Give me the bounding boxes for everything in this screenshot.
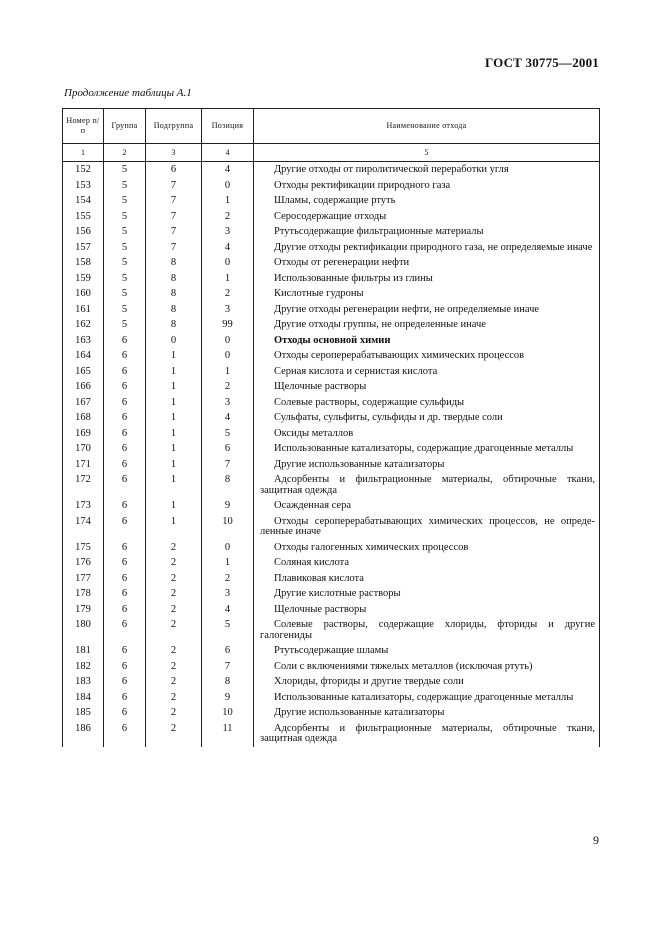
row-number-cell: 171: [63, 457, 104, 473]
waste-name-text: Отходы сероперерабатывающих химических процессов: [274, 350, 525, 361]
row-position-cell: 6: [202, 643, 254, 659]
row-subgroup-cell: 8: [146, 255, 202, 271]
row-position-cell: 1: [202, 364, 254, 380]
row-waste-name-cell: [254, 255, 600, 271]
row-group-cell: 6: [104, 472, 146, 498]
row-waste-name-cell: [254, 224, 600, 240]
row-position-cell: 2: [202, 209, 254, 225]
table-row: [63, 571, 600, 587]
row-position-cell: 7: [202, 457, 254, 473]
table-row: [63, 617, 600, 643]
row-position-cell: 11: [202, 721, 254, 747]
waste-name-text: Щелочные растворы: [274, 381, 367, 392]
row-subgroup-cell: 1: [146, 395, 202, 411]
waste-name-text: Другие отходы группы, не определенные иначе: [274, 319, 486, 330]
waste-name-text: Плавиковая кислота: [274, 572, 364, 584]
table-row: [63, 555, 600, 571]
column-number: 5: [254, 144, 600, 162]
table-row: [63, 193, 600, 209]
row-waste-name-cell: [254, 555, 600, 571]
row-subgroup-cell: 2: [146, 659, 202, 675]
row-subgroup-cell: 2: [146, 602, 202, 618]
row-position-cell: 3: [202, 586, 254, 602]
table-row: [63, 410, 600, 426]
row-waste-name-cell: [254, 472, 600, 498]
table-row: [63, 286, 600, 302]
row-subgroup-cell: 7: [146, 224, 202, 240]
row-number-cell: 178: [63, 586, 104, 602]
row-group-cell: 6: [104, 410, 146, 426]
row-waste-name-cell: [254, 602, 600, 618]
row-position-cell: 5: [202, 426, 254, 442]
row-group-cell: 6: [104, 586, 146, 602]
row-waste-name-cell: [254, 457, 600, 473]
row-number-cell: 174: [63, 514, 104, 540]
waste-name-text: Использованные катализаторы, содержащие драгоценные металлы: [274, 443, 574, 454]
row-group-cell: 5: [104, 302, 146, 318]
waste-name-text: Отходы галогенных химических процессов: [274, 541, 469, 553]
row-waste-name-cell: [254, 690, 600, 706]
row-position-cell: 4: [202, 162, 254, 178]
row-group-cell: 5: [104, 162, 146, 178]
row-group-cell: 6: [104, 643, 146, 659]
row-number-cell: 180: [63, 617, 104, 643]
row-waste-name-cell: [254, 240, 600, 256]
row-number-cell: 161: [63, 302, 104, 318]
row-waste-name-cell: [254, 643, 600, 659]
header-group: Группа: [104, 109, 146, 144]
row-group-cell: 5: [104, 317, 146, 333]
row-group-cell: 6: [104, 395, 146, 411]
row-waste-name-cell: [254, 721, 600, 747]
waste-name-text: Отходы от регенерации нефти: [274, 257, 410, 268]
row-waste-name-cell: [254, 317, 600, 333]
table-row: [63, 705, 600, 721]
table-row: [63, 162, 600, 178]
row-position-cell: 10: [202, 514, 254, 540]
row-position-cell: 3: [202, 302, 254, 318]
table-row: [63, 302, 600, 318]
waste-name-text: Другие отходы от пиролитической переработки угля: [274, 164, 509, 175]
table-row: [63, 586, 600, 602]
row-group-cell: 5: [104, 224, 146, 240]
row-number-cell: 164: [63, 348, 104, 364]
row-number-cell: 163: [63, 333, 104, 349]
row-waste-name-cell: [254, 659, 600, 675]
row-waste-name-cell: [254, 302, 600, 318]
row-waste-name-cell: [254, 705, 600, 721]
row-position-cell: 4: [202, 240, 254, 256]
row-number-cell: 162: [63, 317, 104, 333]
table-row: [63, 333, 600, 349]
row-number-cell: 153: [63, 178, 104, 194]
waste-name-text: Сульфаты, сульфиты, сульфиды и др. твердые соли: [274, 412, 503, 423]
waste-table: [62, 108, 600, 747]
waste-name-text: Серная кислота и сернистая кислота: [274, 365, 438, 377]
row-position-cell: 8: [202, 674, 254, 690]
row-number-cell: 173: [63, 498, 104, 514]
row-group-cell: 5: [104, 193, 146, 209]
header-number: Номер п/п: [63, 109, 104, 144]
row-group-cell: 6: [104, 379, 146, 395]
page-number: 9: [593, 833, 599, 847]
row-position-cell: 7: [202, 659, 254, 675]
row-subgroup-cell: 2: [146, 586, 202, 602]
waste-name-text: Кислотные гудроны: [274, 288, 364, 299]
row-waste-name-cell: [254, 674, 600, 690]
row-number-cell: 176: [63, 555, 104, 571]
column-number: 2: [104, 144, 146, 162]
waste-name-text: Использованные катализаторы, содержащие драгоценные металлы: [274, 691, 574, 703]
row-number-cell: 181: [63, 643, 104, 659]
row-waste-name-cell: [254, 333, 600, 349]
waste-name-text: Отходы основной химии: [274, 334, 391, 346]
row-subgroup-cell: 7: [146, 240, 202, 256]
table-row: [63, 395, 600, 411]
waste-name-text: Другие отходы регенерации нефти, не определяемые иначе: [274, 303, 540, 315]
table-row: [63, 540, 600, 556]
waste-name-text: Ртутьсодержащие фильтрационные материалы: [274, 226, 484, 237]
row-group-cell: 6: [104, 721, 146, 747]
row-position-cell: 10: [202, 705, 254, 721]
row-waste-name-cell: [254, 193, 600, 209]
row-position-cell: 3: [202, 395, 254, 411]
row-position-cell: 99: [202, 317, 254, 333]
row-group-cell: 6: [104, 364, 146, 380]
row-group-cell: 6: [104, 617, 146, 643]
table-row: [63, 317, 600, 333]
table-row: [63, 643, 600, 659]
row-number-cell: 168: [63, 410, 104, 426]
waste-name-text: Другие отходы ректификации природного газа, не определяемые иначе: [274, 241, 593, 253]
row-position-cell: 0: [202, 255, 254, 271]
row-waste-name-cell: [254, 348, 600, 364]
row-position-cell: 6: [202, 441, 254, 457]
row-subgroup-cell: 2: [146, 617, 202, 643]
row-number-cell: 179: [63, 602, 104, 618]
table-header-row: [63, 109, 600, 144]
column-number: 3: [146, 144, 202, 162]
row-group-cell: 6: [104, 602, 146, 618]
row-subgroup-cell: 7: [146, 193, 202, 209]
column-number: 1: [63, 144, 104, 162]
row-group-cell: 6: [104, 555, 146, 571]
table-body: [63, 162, 600, 747]
row-group-cell: 6: [104, 441, 146, 457]
row-waste-name-cell: [254, 441, 600, 457]
row-position-cell: 1: [202, 193, 254, 209]
row-subgroup-cell: 1: [146, 457, 202, 473]
row-position-cell: 9: [202, 498, 254, 514]
row-number-cell: 157: [63, 240, 104, 256]
row-group-cell: 5: [104, 286, 146, 302]
row-subgroup-cell: 1: [146, 410, 202, 426]
row-waste-name-cell: [254, 426, 600, 442]
waste-name-text: Серосодержащие отходы: [274, 210, 387, 222]
table-row: [63, 224, 600, 240]
table-row: [63, 209, 600, 225]
waste-name-text: Солевые растворы, содержащие хлориды, фториды и другие галогениды: [260, 619, 595, 641]
row-number-cell: 167: [63, 395, 104, 411]
table-row: [63, 426, 600, 442]
row-group-cell: 6: [104, 333, 146, 349]
header-subgroup: Подгруппа: [146, 109, 202, 144]
row-subgroup-cell: 2: [146, 571, 202, 587]
row-subgroup-cell: 1: [146, 514, 202, 540]
table-row: [63, 178, 600, 194]
row-number-cell: 159: [63, 271, 104, 287]
row-waste-name-cell: [254, 379, 600, 395]
table-row: [63, 255, 600, 271]
table-row: [63, 379, 600, 395]
row-subgroup-cell: 8: [146, 286, 202, 302]
row-waste-name-cell: [254, 286, 600, 302]
table-row: [63, 659, 600, 675]
row-number-cell: 156: [63, 224, 104, 240]
row-subgroup-cell: 8: [146, 317, 202, 333]
row-number-cell: 152: [63, 162, 104, 178]
table-row: [63, 674, 600, 690]
waste-name-text: Отходы сероперерабатывающих химических процессов, не определенные иначе: [260, 515, 595, 537]
row-subgroup-cell: 8: [146, 271, 202, 287]
row-number-cell: 165: [63, 364, 104, 380]
row-waste-name-cell: [254, 540, 600, 556]
row-waste-name-cell: [254, 617, 600, 643]
row-group-cell: 6: [104, 690, 146, 706]
row-waste-name-cell: [254, 498, 600, 514]
row-number-cell: 158: [63, 255, 104, 271]
row-group-cell: 6: [104, 457, 146, 473]
row-subgroup-cell: 0: [146, 333, 202, 349]
row-number-cell: 177: [63, 571, 104, 587]
waste-name-text: Адсорбенты и фильтрационные материалы, обтирочные ткани, защитная одежда: [260, 474, 595, 496]
row-waste-name-cell: [254, 571, 600, 587]
row-group-cell: 5: [104, 209, 146, 225]
waste-name-text: Хлориды, фториды и другие твердые соли: [274, 676, 464, 687]
waste-name-text: Адсорбенты и фильтрационные материалы, обтирочные ткани, защитная одежда: [260, 722, 595, 744]
row-group-cell: 6: [104, 348, 146, 364]
row-subgroup-cell: 1: [146, 441, 202, 457]
document-code: ГОСТ 30775—2001: [484, 55, 599, 70]
table-row: [63, 690, 600, 706]
table-row: [63, 514, 600, 540]
row-group-cell: 6: [104, 571, 146, 587]
row-number-cell: 185: [63, 705, 104, 721]
row-position-cell: 0: [202, 348, 254, 364]
row-position-cell: 2: [202, 571, 254, 587]
row-position-cell: 2: [202, 286, 254, 302]
row-group-cell: 5: [104, 255, 146, 271]
row-waste-name-cell: [254, 271, 600, 287]
waste-name-text: Использованные фильтры из глины: [274, 272, 433, 284]
row-position-cell: 1: [202, 555, 254, 571]
row-subgroup-cell: 1: [146, 498, 202, 514]
row-waste-name-cell: [254, 586, 600, 602]
waste-name-text: Другие кислотные растворы: [274, 588, 401, 599]
row-waste-name-cell: [254, 410, 600, 426]
row-waste-name-cell: [254, 395, 600, 411]
row-position-cell: 4: [202, 410, 254, 426]
row-number-cell: 160: [63, 286, 104, 302]
table-row: [63, 498, 600, 514]
row-subgroup-cell: 6: [146, 162, 202, 178]
table-row: [63, 348, 600, 364]
table-row: [63, 457, 600, 473]
table-row: [63, 472, 600, 498]
row-subgroup-cell: 7: [146, 209, 202, 225]
row-subgroup-cell: 8: [146, 302, 202, 318]
row-number-cell: 154: [63, 193, 104, 209]
row-number-cell: 172: [63, 472, 104, 498]
row-group-cell: 5: [104, 240, 146, 256]
waste-name-text: Соляная кислота: [274, 557, 350, 568]
row-group-cell: 5: [104, 178, 146, 194]
row-subgroup-cell: 2: [146, 555, 202, 571]
row-group-cell: 6: [104, 514, 146, 540]
row-number-cell: 166: [63, 379, 104, 395]
row-subgroup-cell: 1: [146, 364, 202, 380]
row-number-cell: 155: [63, 209, 104, 225]
row-number-cell: 183: [63, 674, 104, 690]
row-subgroup-cell: 2: [146, 705, 202, 721]
row-number-cell: 182: [63, 659, 104, 675]
waste-name-text: Шламы, содержащие ртуть: [274, 195, 396, 206]
row-position-cell: 0: [202, 333, 254, 349]
row-group-cell: 6: [104, 426, 146, 442]
waste-name-text: Солевые растворы, содержащие сульфиды: [274, 396, 465, 408]
table-row: [63, 271, 600, 287]
row-position-cell: 9: [202, 690, 254, 706]
header-position: Позиция: [202, 109, 254, 144]
row-subgroup-cell: 2: [146, 643, 202, 659]
row-subgroup-cell: 2: [146, 721, 202, 747]
row-subgroup-cell: 2: [146, 674, 202, 690]
row-position-cell: 2: [202, 379, 254, 395]
row-subgroup-cell: 2: [146, 540, 202, 556]
row-position-cell: 1: [202, 271, 254, 287]
waste-name-text: Осажденная сера: [274, 500, 352, 511]
row-position-cell: 4: [202, 602, 254, 618]
column-number: 4: [202, 144, 254, 162]
table-row: [63, 240, 600, 256]
row-position-cell: 8: [202, 472, 254, 498]
row-waste-name-cell: [254, 162, 600, 178]
waste-name-text: Ртутьсодержащие шламы: [274, 645, 389, 656]
row-group-cell: 5: [104, 271, 146, 287]
row-subgroup-cell: 1: [146, 379, 202, 395]
row-position-cell: 3: [202, 224, 254, 240]
table-row: [63, 441, 600, 457]
row-subgroup-cell: 2: [146, 690, 202, 706]
row-group-cell: 6: [104, 674, 146, 690]
waste-name-text: Другие использованные катализаторы: [274, 458, 445, 470]
row-number-cell: 186: [63, 721, 104, 747]
row-subgroup-cell: 1: [146, 348, 202, 364]
row-group-cell: 6: [104, 540, 146, 556]
waste-name-text: Щелочные растворы: [274, 603, 367, 615]
row-number-cell: 170: [63, 441, 104, 457]
table-row: [63, 364, 600, 380]
row-subgroup-cell: 1: [146, 472, 202, 498]
row-subgroup-cell: 1: [146, 426, 202, 442]
row-position-cell: 0: [202, 178, 254, 194]
row-subgroup-cell: 7: [146, 178, 202, 194]
row-waste-name-cell: [254, 514, 600, 540]
row-number-cell: 175: [63, 540, 104, 556]
table-caption: Продолжение таблицы А.1: [64, 87, 192, 99]
table-row: [63, 602, 600, 618]
row-position-cell: 5: [202, 617, 254, 643]
row-number-cell: 169: [63, 426, 104, 442]
row-waste-name-cell: [254, 364, 600, 380]
row-position-cell: 0: [202, 540, 254, 556]
waste-name-text: Оксиды металлов: [274, 427, 354, 439]
row-group-cell: 6: [104, 498, 146, 514]
row-group-cell: 6: [104, 705, 146, 721]
column-number-row: [63, 144, 600, 162]
header-waste-name: Наименование отхода: [254, 109, 600, 144]
waste-name-text: Другие использованные катализаторы: [274, 707, 445, 718]
row-waste-name-cell: [254, 178, 600, 194]
table-row: [63, 721, 600, 747]
waste-name-text: Отходы ректификации природного газа: [274, 179, 451, 191]
waste-name-text: Соли с включениями тяжелых металлов (исключая ртуть): [274, 660, 533, 672]
row-group-cell: 6: [104, 659, 146, 675]
row-number-cell: 184: [63, 690, 104, 706]
row-waste-name-cell: [254, 209, 600, 225]
